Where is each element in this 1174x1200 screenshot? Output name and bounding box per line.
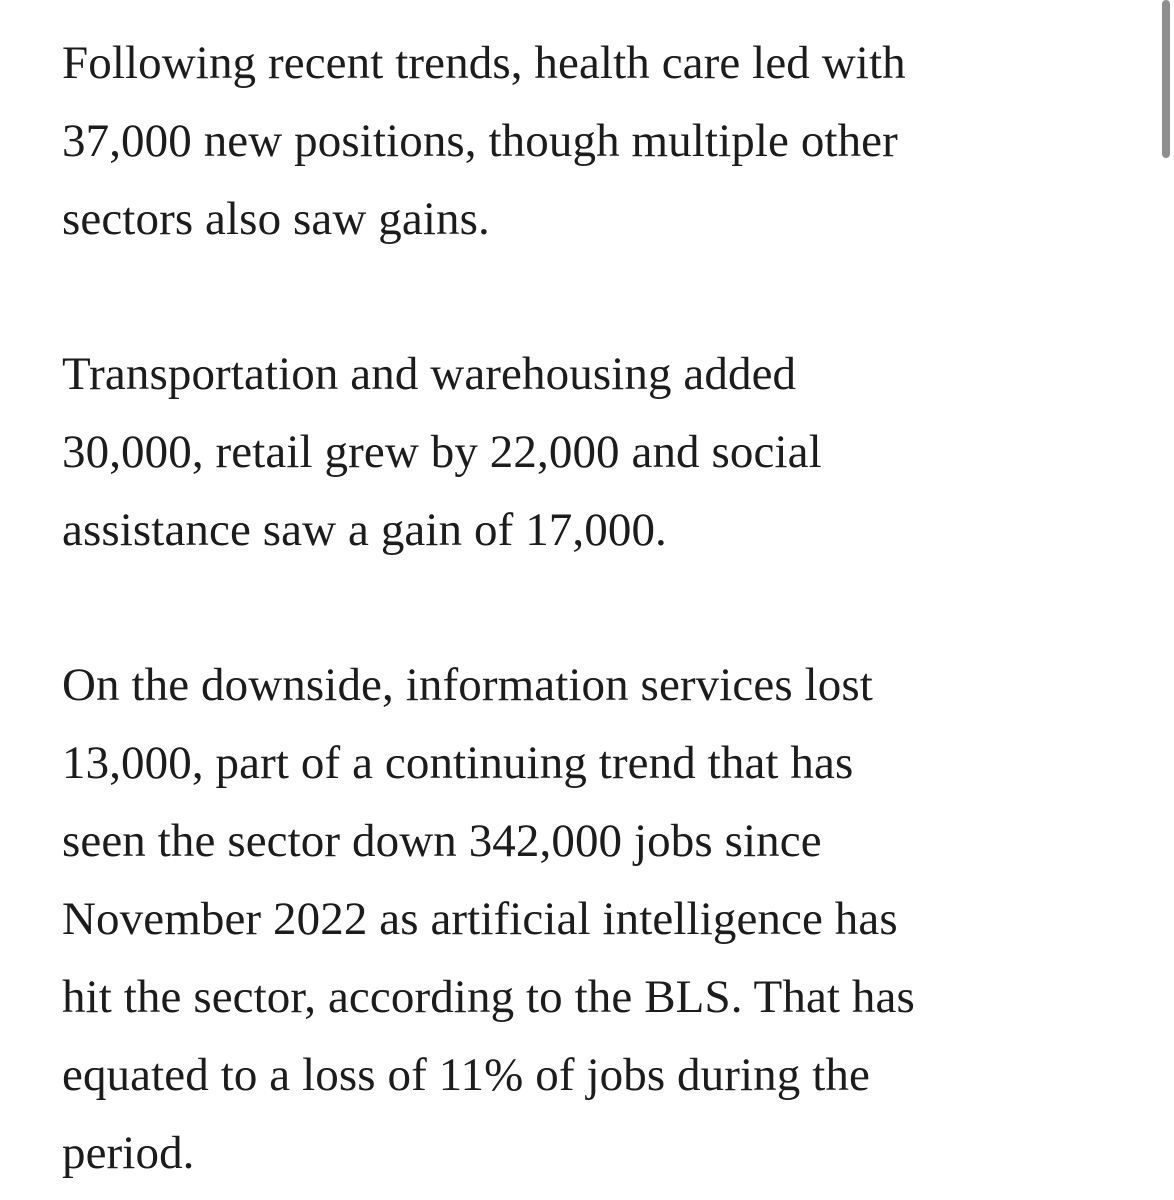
vertical-scrollbar[interactable] [1162,0,1170,158]
text-line: On the downside, information services lost [62,659,873,711]
paragraph-transportation [62,335,1142,569]
text-line: period. [62,1127,195,1179]
article-body [62,24,1142,1192]
text-line: Following recent trends, health care led with [62,37,906,89]
text-line: seen the sector down 342,000 jobs since [62,815,822,867]
paragraph-information-services [62,646,1142,1192]
text-line: Transportation and warehousing added [62,348,797,400]
text-line: 30,000, retail grew by 22,000 and social [62,426,822,478]
text-line: equated to a loss of 11% of jobs during the [62,1049,870,1101]
text-line: assistance saw a gain of 17,000. [62,504,667,556]
text-line: 13,000, part of a continuing trend that has [62,737,854,789]
text-line: hit the sector, according to the BLS. That has [62,971,915,1023]
text-line: 37,000 new positions, though multiple other [62,115,898,167]
text-line: November 2022 as artificial intelligence has [62,893,898,945]
paragraph-health-care [62,24,1142,258]
text-line: sectors also saw gains. [62,193,490,245]
scrollbar-thumb[interactable] [1162,0,1170,158]
